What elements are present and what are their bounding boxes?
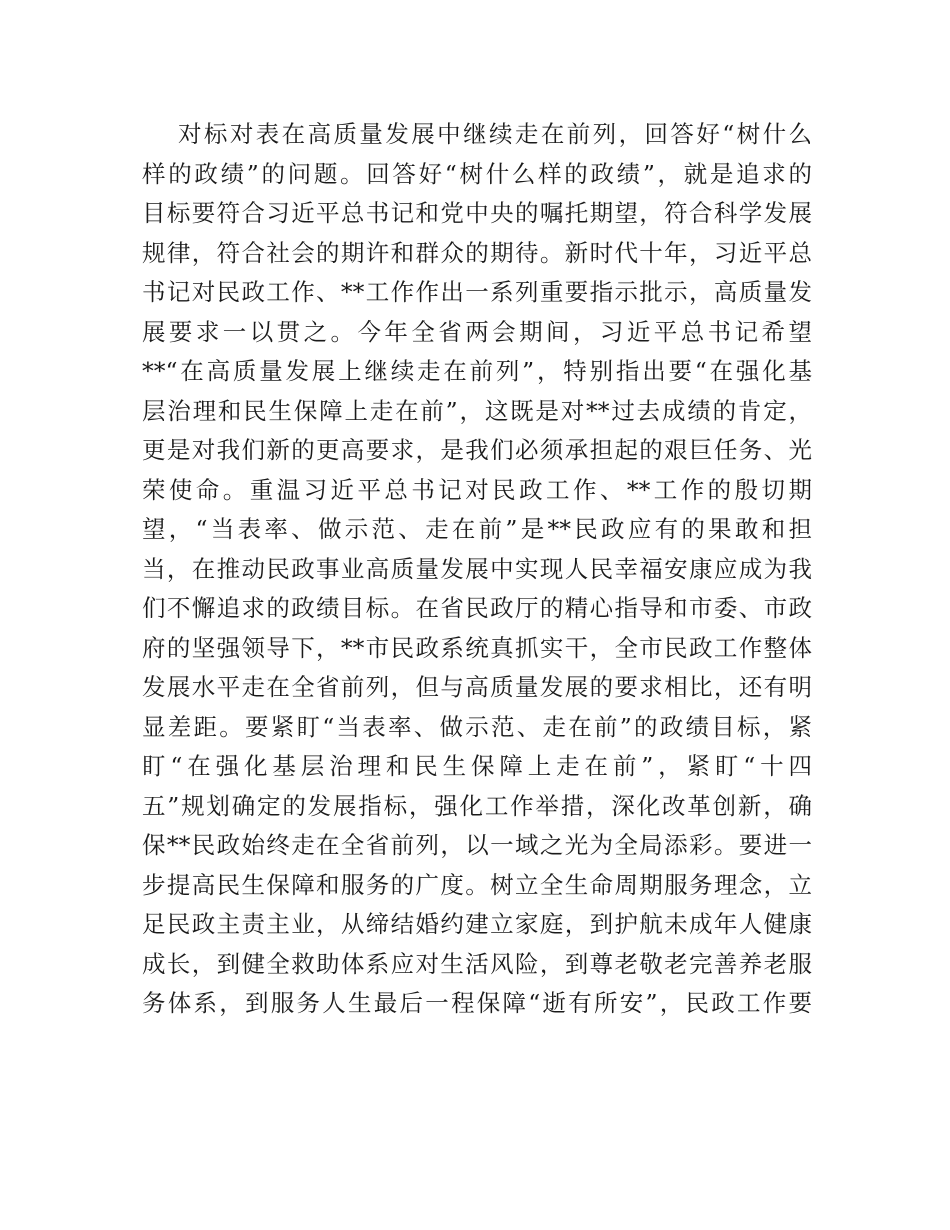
- paragraph-line: 盯“在强化基层治理和民生保障上走在前”，紧盯“十四: [142, 752, 812, 780]
- paragraph-line: 层治理和民生保障上走在前”，这既是对**过去成绩的肯定，: [142, 396, 812, 425]
- paragraph-line: 显差距。要紧盯“当表率、做示范、走在前”的政绩目标，紧: [142, 712, 812, 741]
- paragraph-line: 务体系，到服务人生最后一程保障“逝有所安”，民政工作要: [142, 989, 812, 1017]
- paragraph-line: **“在高质量发展上继续走在前列”，特别指出要“在强化基: [142, 357, 812, 385]
- paragraph-line: 对标对表在高质量发展中继续走在前列，回答好“树什么: [178, 120, 812, 148]
- paragraph-line: 步提高民生保障和服务的广度。树立全生命周期服务理念，立: [142, 870, 812, 899]
- paragraph-line: 书记对民政工作、**工作作出一系列重要指示批示，高质量发: [142, 278, 812, 306]
- body-paragraph: [142, 115, 812, 1024]
- paragraph-line: 们不懈追求的政绩目标。在省民政厅的精心指导和市委、市政: [142, 594, 812, 622]
- paragraph-line: 望，“当表率、做示范、走在前”是**民政应有的果敢和担: [142, 515, 812, 543]
- paragraph-line: 目标要符合习近平总书记和党中央的嘱托期望，符合科学发展: [142, 199, 812, 227]
- paragraph-line: 当，在推动民政事业高质量发展中实现人民幸福安康应成为我: [142, 554, 812, 583]
- paragraph-line: 府的坚强领导下，**市民政系统真抓实干，全市民政工作整体: [142, 633, 812, 662]
- paragraph-line: 规律，符合社会的期许和群众的期待。新时代十年，习近平总: [142, 238, 812, 267]
- paragraph-line: 荣使命。重温习近平总书记对民政工作、**工作的殷切期: [142, 475, 812, 504]
- paragraph-line: 更是对我们新的更高要求，是我们必须承担起的艰巨任务、光: [142, 436, 812, 464]
- paragraph-line: 发展水平走在全省前列，但与高质量发展的要求相比，还有明: [142, 673, 812, 701]
- paragraph-line: 样的政绩”的问题。回答好“树什么样的政绩”，就是追求的: [142, 159, 812, 188]
- paragraph-line: 成长，到健全救助体系应对生活风险，到尊老敬老完善养老服: [142, 949, 812, 978]
- paragraph-line: 保**民政始终走在全省前列，以一域之光为全局添彩。要进一: [142, 831, 812, 859]
- paragraph-line: 展要求一以贯之。今年全省两会期间，习近平总书记希望: [142, 317, 812, 346]
- paragraph-line: 五”规划确定的发展指标，强化工作举措，深化改革创新，确: [142, 791, 812, 820]
- paragraph-line: 足民政主责主业，从缔结婚约建立家庭，到护航未成年人健康: [142, 910, 812, 938]
